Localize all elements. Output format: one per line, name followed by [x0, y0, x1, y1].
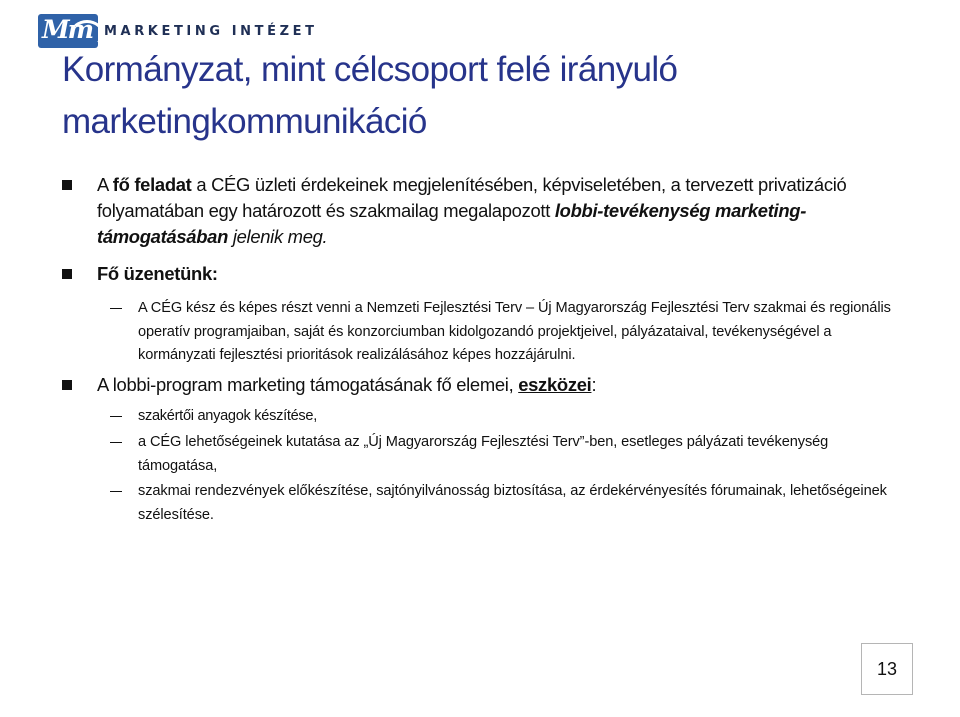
page-number: 13 [876, 659, 898, 679]
text-run: A [97, 174, 113, 195]
dash-bullet-icon [110, 416, 122, 417]
square-bullet-icon [62, 269, 72, 279]
square-bullet-icon [62, 180, 72, 190]
dash-bullet-icon [110, 491, 122, 492]
square-bullet-icon [62, 380, 72, 390]
bullet-main-message-heading: Fő üzenetünk: [97, 263, 218, 284]
logo [38, 14, 318, 48]
dash-bullet-icon [110, 442, 122, 443]
logo-text: MARKETING INTÉZET [104, 23, 318, 39]
sub-item-expert-materials: szakértői anyagok készítése, [138, 408, 317, 424]
text-run-bold: fő feladat [112, 174, 192, 195]
text-run-italic: jelenik meg. [228, 226, 328, 247]
text-run: : [591, 374, 597, 395]
text-run: a CÉG üzleti érdekeinek megjelenítésében, képviseletében, a tervezett privatizáció folyamatában egy határozott és szakmailag megalapozott [97, 174, 847, 221]
sub-item-research: a CÉG lehetőségeinek kutatása az „Új Magyarország Fejlesztési Terv”-ben, esetleges pályázati tevékenység támogatása, [138, 434, 829, 474]
dash-bullet-icon [110, 308, 122, 309]
text-run-bold-underline: eszközei [518, 374, 592, 395]
logo-mark-icon [38, 14, 98, 48]
sub-item-main-message: A CÉG kész és képes részt venni a Nemzeti Fejlesztési Terv – Új Magyarország Fejlesztési Terv szakmai és regionális operatív programjaiban, saját és konzorciumban kidolgozandó projektjeivel, pályázataival, tevékenységével a kormányzati fejlesztési prioritások realizálásához képes hozzájárulni. [138, 300, 891, 363]
sub-item-events: szakmai rendezvények előkészítése, sajtónyilvánosság biztosítása, az érdekérvényesítés fórumainak, lehetőségeinek szélesítése. [138, 483, 887, 523]
logo-mark-letters: Mm [42, 15, 93, 44]
bullet-main-task [97, 172, 897, 250]
text-run: A lobbi-program marketing támogatásának fő elemei, [97, 374, 519, 395]
slide-title: Kormányzat, mint célcsoport felé irányuló marketingkommunikáció [62, 50, 678, 141]
page-number-box [861, 643, 913, 695]
text-run-bold-italic: lobbi-tevékenység marketing-támogatásában [97, 200, 807, 247]
bullet-lobby-program [97, 372, 596, 398]
